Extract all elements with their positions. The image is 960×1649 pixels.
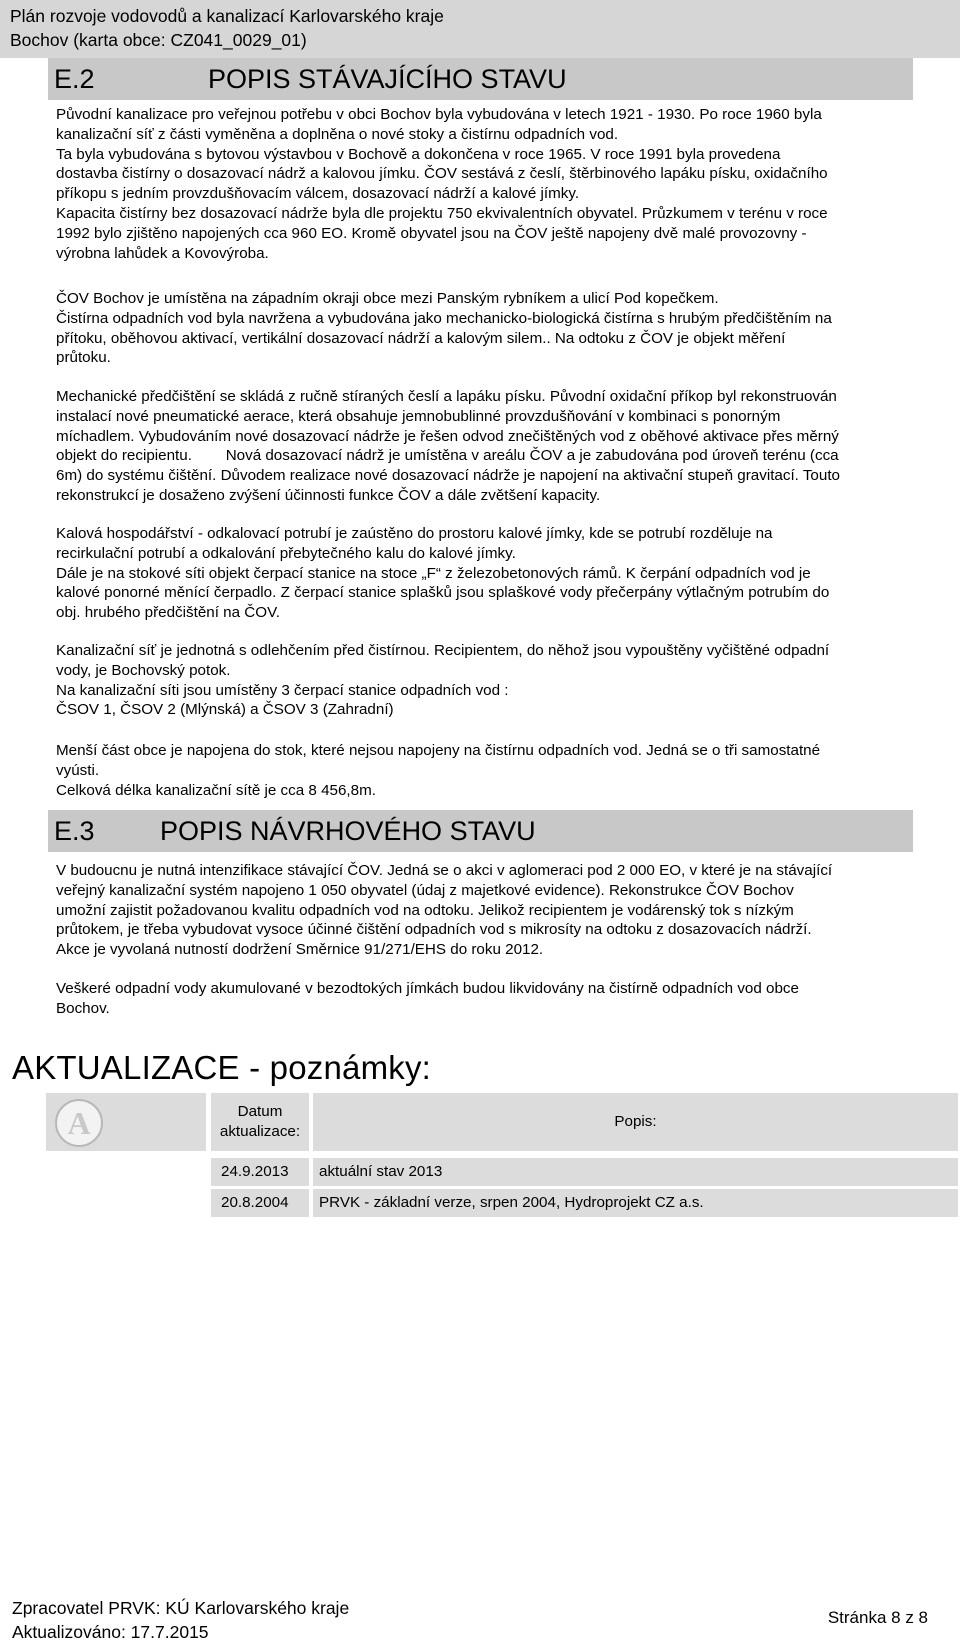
text-line: obj. hrubého předčištění na ČOV. [56, 604, 281, 622]
letter-a-icon [54, 1098, 104, 1148]
text-line: 6m) do systému čištění. Důvodem realizace nové dosazovací nádrže je napojení na aktivační stupeň gravitací. Touto [56, 467, 840, 485]
text-line: 1992 bylo zjištěno napojených cca 960 EO. Kromě obyvatel jsou na ČOV ještě napojeny dvě malé provozovny - [56, 224, 807, 242]
text-line: ČOV Bochov je umístěna na západním okraji obce mezi Panským rybníkem a ulicí Pod kopečkem. [56, 290, 719, 307]
logo-cell [46, 1093, 206, 1151]
section-heading-e3 [48, 810, 913, 852]
text-line: Dále je na stokové síti objekt čerpací stanice na stoce „F“ z železobetonových rámů. K čerpání odpadních vod je [56, 564, 811, 582]
text-line: Celková délka kanalizační sítě je cca 8 456,8m. [56, 781, 376, 799]
header-subtitle: Bochov (karta obce: CZ041_0029_01) [10, 30, 307, 50]
text-line: Ta byla vybudována s bytovou výstavbou v Bochově a dokončena v roce 1965. V roce 1991 byla provedena [56, 145, 781, 163]
text-line: přítoku, oběhovou aktivací, vertikální dosazovací nádrží a kalovým silem.. Na odtoku z ČOV je objekt měření [56, 329, 786, 347]
text-line: Kapacita čistírny bez dosazovací nádrže byla dle projektu 750 ekvivalentních obyvatel. Průzkumem v terénu v roce [56, 204, 828, 222]
header-title: Plán rozvoje vodovodů a kanalizací Karlovarského kraje [10, 6, 444, 26]
text-line: umožní zajistit požadovanou kvalitu odpadních vod na odtoku. Jelikož recipientem je vodárenský tok s nízkým [56, 901, 794, 919]
text-line: Menší část obce je napojena do stok, které nejsou napojeny na čistírnu odpadních vod. Jedná se o tři samostatné [56, 742, 821, 759]
text-line: dostavba čistírny o dosazovací nádrž a kalovou jímku. ČOV sestává z česlí, štěrbinového lapáku písku, oxidačního [56, 165, 828, 183]
paragraph [56, 741, 956, 800]
text-line: Kanalizační síť je jednotná s odlehčením před čistírnou. Recipientem, do něhož jsou vypouštěny vyčištěné odpadní [56, 642, 830, 659]
paragraph [56, 641, 956, 720]
text-line: vody, je Bochovský potok. [56, 661, 231, 679]
section-number: E.3 [54, 816, 95, 846]
page-number: Stránka 8 z 8 [827, 1608, 928, 1627]
text-line: Akce je vyvolaná nutností dodržení Směrnice 91/271/EHS do roku 2012. [56, 941, 544, 959]
column-header-description: Popis: [313, 1093, 958, 1151]
row-date: 20.8.2004 [211, 1189, 309, 1217]
footer-processor: Zpracovatel PRVK: KÚ Karlovarského kraje [12, 1598, 350, 1618]
text-line: rekonstrukcí je dosaženo zvýšení účinnosti funkce ČOV a dále zvětšení kapacity. [56, 486, 601, 504]
paragraph [56, 289, 956, 368]
text-line: instalací nové pneumatické aerace, která obsahuje jemnobublinné provzdušňování v kombinaci s ponorným [56, 407, 781, 425]
column-header-text: aktualizace: [219, 1123, 301, 1140]
paragraph [56, 387, 956, 506]
row-description: aktuální stav 2013 [313, 1158, 958, 1186]
paragraph [56, 979, 956, 1019]
text-line: průtokem, je třeba vybudovat vysoce účinné čištění odpadních vod s mikrosíty na odtoku z dosazovacích nádrží. [56, 921, 812, 939]
section-title: POPIS NÁVRHOVÉHO STAVU [160, 816, 536, 846]
section-title: POPIS STÁVAJÍCÍHO STAVU [208, 64, 567, 94]
text-line: ČSOV 1, ČSOV 2 (Mlýnská) a ČSOV 3 (Zahradní) [56, 701, 394, 719]
footer-updated: Aktualizováno: 17.7.2015 [12, 1622, 209, 1642]
text-line: Mechanické předčištění se skládá z ručně stíraných česlí a lapáku písku. Původní oxidační příkop byl rekonstruován [56, 388, 837, 405]
updates-table [46, 1093, 958, 1211]
text-line: Na kanalizační síti jsou umístěny 3 čerpací stanice odpadních vod : [56, 681, 509, 699]
text-line: kalové ponorné měnící čerpadlo. Z čerpací stanice splašků jsou splaškové vody přečerpány výtlačným potrubím do [56, 584, 830, 602]
section-heading-e2 [48, 58, 913, 100]
column-header-text: Datum [237, 1103, 283, 1120]
text-line: vyústi. [56, 761, 100, 779]
text-line: Čistírna odpadních vod byla navržena a vybudována jako mechanicko-biologická čistírna s hrubým předčištěním na [56, 309, 832, 327]
text-line: výrobna lahůdek a Kovovýroba. [56, 244, 269, 262]
row-description: PRVK - základní verze, srpen 2004, Hydroprojekt CZ a.s. [313, 1189, 958, 1217]
paragraph [56, 524, 956, 623]
column-header-date [211, 1093, 309, 1151]
text-line: kanalizační síť z části vyměněna a doplněna o nové stoky a čistírnu odpadních vod. [56, 125, 619, 143]
svg-text:A: A [67, 1105, 91, 1141]
text-line: Veškeré odpadní vody akumulované v bezodtokých jímkách budou likvidovány na čistírně odpadních vod obce [56, 980, 799, 997]
text-line: veřejný kanalizační systém napojeno 1 050 obyvatel (údaj z majetkové evidence). Rekonstrukce ČOV Bochov [56, 881, 794, 899]
text-line: recirkulační potrubí a odkalování přebytečného kalu do kalové jímky. [56, 544, 516, 562]
text-line: Kalová hospodářství - odkalovací potrubí je zaústěno do prostoru kalové jímky, kde se potrubí rozděluje na [56, 525, 773, 542]
text-line: objekt do recipientu. Nová dosazovací nádrž je umístěna v areálu ČOV a je zabudována pod úroveň terénu (cca [56, 447, 839, 465]
updates-title: AKTUALIZACE - poznámky: [12, 1049, 432, 1086]
row-date: 24.9.2013 [211, 1158, 309, 1186]
paragraph [56, 861, 956, 960]
text-line: míchadlem. Vybudováním nové dosazovací nádrže je řešen odvod znečištěných vod z oběhové aktivace přes měrný [56, 427, 839, 445]
text-line: V budoucnu je nutná intenzifikace stávající ČOV. Jedná se o akci v aglomeraci pod 2 000 EO, v které je na stávající [56, 862, 833, 879]
section-number: E.2 [54, 64, 95, 94]
text-line: průtoku. [56, 349, 111, 367]
page-header [0, 0, 960, 58]
paragraph [56, 105, 956, 263]
text-line: Bochov. [56, 999, 110, 1017]
text-line: příkopu s jedním provzdušňovacím válcem, dosazovací nádrží a kalové jímky. [56, 185, 580, 203]
text-line: Původní kanalizace pro veřejnou potřebu v obci Bochov byla vybudována v letech 1921 - 1930. Po roce 1960 byla [56, 106, 822, 123]
